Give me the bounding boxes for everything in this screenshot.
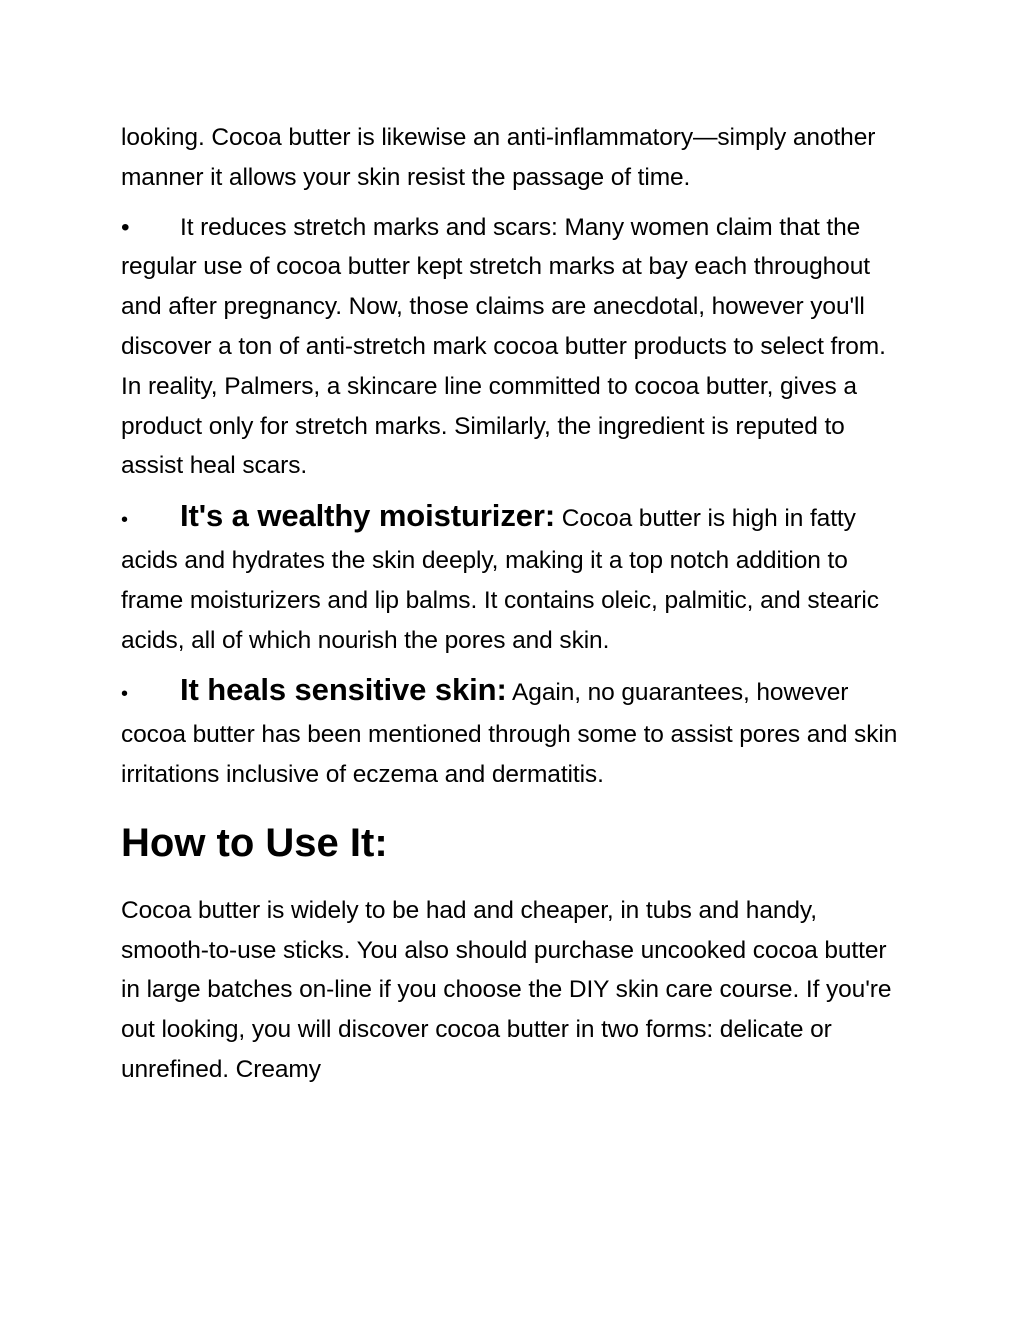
intro-paragraph: looking. Cocoa butter is likewise an anti-inflammatory—simply another manner it allows your skin resist the passage of time. (121, 124, 876, 191)
page-content (121, 118, 911, 1100)
section-heading: How to Use It: (121, 820, 388, 865)
bullet-item-moisturizer (121, 496, 911, 660)
section-paragraph: Cocoa butter is widely to be had and cheaper, in tubs and handy, smooth-to-use sticks. You also should purchase uncooked cocoa butter in large batches on-line if you choose the DIY skin care course. If you're out looking, you will discover cocoa butter in two forms: delicate or unrefined. Creamy (121, 896, 892, 1083)
bullet-icon: • (121, 213, 130, 241)
bullet-text: It reduces stretch marks and scars: Many women claim that the regular use of cocoa butter kept stretch marks at bay each throughout and after pregnancy. Now, those claims are anecdotal, however you'll discover a ton of anti-stretch mark cocoa butter products to select from. In reality, Palmers, a skincare line committed to cocoa butter, gives a product only for stretch marks. Similarly, the ingredient is reputed to assist heal scars. (121, 213, 886, 480)
bullet-text: Cocoa butter is high in fatty acids and hydrates the skin deeply, making it a top notch addition to frame moisturizers and lip balms. It contains oleic, palmitic, and stearic acids, all of which nourish the pores and skin. (121, 505, 879, 654)
bullet-icon: • (121, 509, 128, 532)
bullet-lead: It's a wealthy moisturizer: (180, 498, 556, 534)
bullet-lead: It heals sensitive skin: (180, 672, 507, 708)
bullet-icon: • (121, 683, 128, 706)
bullet-item-sensitive-skin (121, 670, 911, 794)
bullet-item-stretch-marks (121, 208, 911, 487)
bullet-text: Again, no guarantees, however cocoa butter has been mentioned through some to assist pores and skin irritations inclusive of eczema and dermatitis. (121, 679, 898, 788)
